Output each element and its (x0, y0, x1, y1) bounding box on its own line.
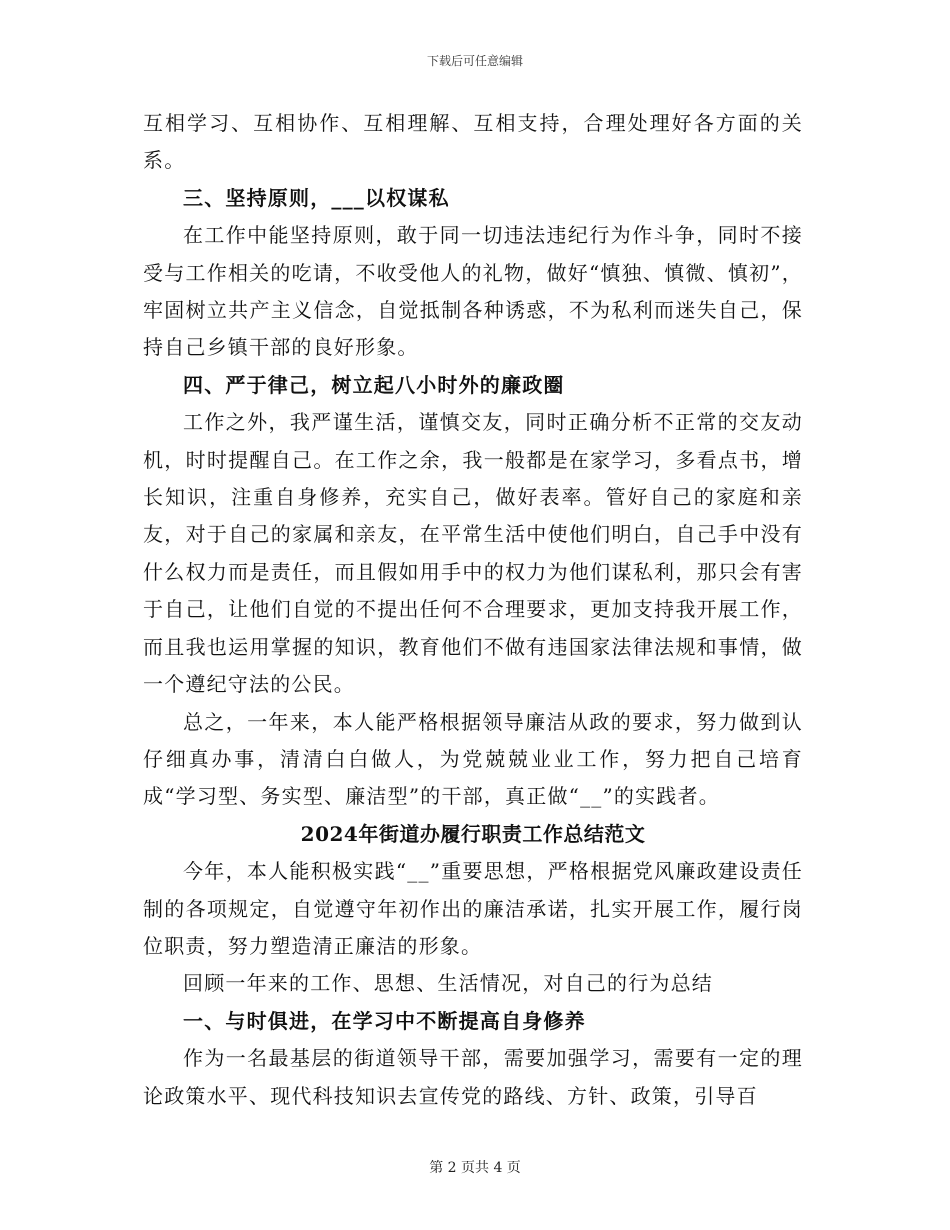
document-title: 2024年街道办履行职责工作总结范文 (300, 821, 646, 846)
paragraph: 作为一名最基层的街道领导干部，需要加强学习，需要有一定的理论政策水平、现代科技知识去宣传党的路线、方针、政策，引导百 (143, 1046, 803, 1108)
paragraph: 在工作中能坚持原则，敢于同一切违法违纪行为作斗争，同时不接受与工作相关的吃请，不收受他人的礼物，做好“慎独、慎微、慎初”，牢固树立共产主义信念，自觉抵制各种诱惑，不为私利而迷失自己，保持自己乡镇干部的良好形象。 (143, 223, 803, 360)
page-header: 下载后可任意编辑 (426, 54, 523, 68)
section-heading: 四、严于律己，树立起八小时外的廉政圈 (183, 372, 565, 397)
paragraph: 回顾一年来的工作、思想、生活情况，对自己的行为总结 (183, 971, 713, 996)
page-footer: 第 2 页共 4 页 (429, 1160, 521, 1176)
paragraph: 互相学习、互相协作、互相理解、互相支持，合理处理好各方面的关系。 (143, 111, 803, 173)
section-heading: 一、与时俱进，在学习中不断提高自身修养 (183, 1008, 586, 1033)
section-heading: 三、坚持原则，___以权谋私 (183, 185, 450, 210)
paragraph: 工作之外，我严谨生活，谨慎交友，同时正确分析不正常的交友动机，时时提醒自己。在工作之余，我一般都是在家学习，多看点书，增长知识，注重自身修养，充实自己，做好表率。管好自己的家庭和亲友，对于自己的家属和亲友，在平常生活中使他们明白，自己手中没有什么权力而是责任，而且假如用手中的权力为他们谋私利，那只会有害于自己，让他们自觉的不提出任何不合理要求，更加支持我开展工作，而且我也运用掌握的知识，教育他们不做有违国家法律法规和事情，做一个遵纪守法的公民。 (143, 410, 803, 697)
document-body (143, 105, 803, 1115)
paragraph: 总之，一年来，本人能严格根据领导廉洁从政的要求，努力做到认仔细真办事，清清白白做人，为党兢兢业业工作，努力把自己培育成“学习型、务实型、廉洁型”的干部，真正做“__”的实践者。 (143, 709, 803, 809)
paragraph: 今年，本人能积极实践“__”重要思想，严格根据党风廉政建设责任制的各项规定，自觉遵守年初作出的廉洁承诺，扎实开展工作，履行岗位职责，努力塑造清正廉洁的形象。 (143, 859, 803, 958)
